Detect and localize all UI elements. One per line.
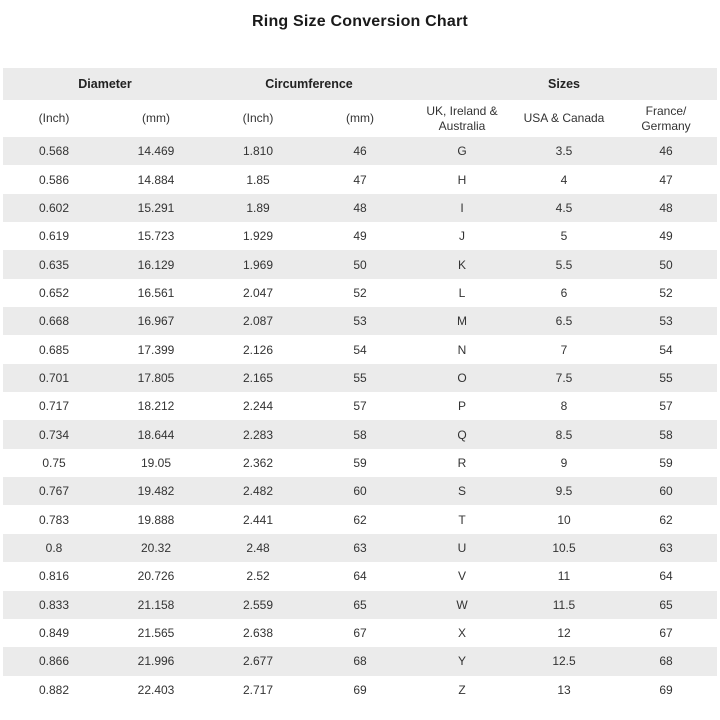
table-cell: 64 [659,569,673,584]
table-cell: 67 [353,626,367,641]
table-cell: 1.89 [246,200,270,215]
table-cell: 21.996 [137,654,175,669]
table-cell: 0.866 [38,654,70,669]
table-cell: 19.888 [137,512,175,527]
table-cell: 2.441 [242,512,274,527]
table-cell: 0.783 [38,512,70,527]
table-cell: 64 [353,569,367,584]
table-cell: 60 [353,484,367,499]
table-cell: 2.717 [242,682,274,697]
table-cell: 10 [557,512,571,527]
table-cell: 0.685 [38,342,70,357]
table-cell: 46 [353,144,367,159]
table-cell: 67 [659,626,673,641]
column-header-diameter-mm: (mm) [105,100,207,137]
table-cell: 0.619 [38,229,70,244]
table-cell: 54 [659,342,673,357]
table-cell: 5 [560,229,568,244]
table-cell: W [456,597,468,612]
table-row [3,619,717,647]
table-cell: 11 [557,569,571,584]
table-cell: Z [458,682,466,697]
column-header-circumference-inch: (Inch) [207,100,309,137]
table-row [3,250,717,278]
column-header-diameter-inch: (Inch) [3,100,105,137]
table-cell: 2.244 [242,399,274,414]
table-cell: U [457,540,467,555]
table-cell: 2.48 [246,540,270,555]
table-cell: 0.734 [38,427,70,442]
table-cell: 18.212 [137,399,175,414]
group-header-circumference: Circumference [207,68,411,100]
table-cell: 13 [557,682,571,697]
table-cell: 65 [353,597,367,612]
column-header-circumference-mm: (mm) [309,100,411,137]
table-cell: 49 [353,229,367,244]
table-cell: 0.586 [38,172,70,187]
table-row [3,137,717,165]
table-cell: 48 [353,200,367,215]
table-cell: 69 [353,682,367,697]
table-cell: 1.810 [242,144,274,159]
table-cell: 0.701 [38,370,70,385]
table-cell: 15.291 [137,200,175,215]
table-cell: 63 [353,540,367,555]
table-cell: 8.5 [555,427,573,442]
table-row [3,647,717,675]
table-cell: 4 [560,172,568,187]
table-cell: 0.849 [38,626,70,641]
table-row [3,449,717,477]
table-row [3,307,717,335]
table-cell: 59 [659,455,673,470]
table-cell: 2.482 [242,484,274,499]
table-cell: 7.5 [555,370,573,385]
table-cell: 0.75 [42,455,66,470]
table-cell: 12.5 [552,654,576,669]
table-cell: S [457,484,466,499]
table-row [3,477,717,505]
table-row [3,194,717,222]
table-cell: 20.32 [140,540,172,555]
table-cell: 58 [353,427,367,442]
table-cell: 57 [659,399,673,414]
table-cell: M [457,314,467,329]
table-cell: 46 [659,144,673,159]
table-cell: 58 [659,427,673,442]
ring-size-table [3,68,717,704]
table-cell: 55 [659,370,673,385]
table-cell: R [457,455,467,470]
table-cell: 69 [659,682,673,697]
table-cell: 1.85 [246,172,270,187]
table-cell: 52 [659,285,673,300]
table-cell: 21.158 [137,597,175,612]
table-row [3,392,717,420]
table-cell: J [459,229,465,244]
table-cell: V [457,569,466,584]
table-row [3,534,717,562]
table-cell: 2.165 [242,370,274,385]
table-row [3,165,717,193]
table-cell: 2.047 [242,285,274,300]
table-row [3,562,717,590]
table-cell: P [457,399,466,414]
table-cell: 68 [353,654,367,669]
table-cell: 55 [353,370,367,385]
table-cell: 17.399 [137,342,175,357]
table-cell: 54 [353,342,367,357]
table-cell: 21.565 [137,626,175,641]
table-cell: X [457,626,466,641]
table-cell: 0.8 [45,540,63,555]
table-row [3,222,717,250]
table-cell: 10.5 [552,540,576,555]
table-cell: Q [457,427,467,442]
table-cell: T [458,512,466,527]
table-cell: 2.52 [246,569,270,584]
table-cell: 53 [659,314,673,329]
table-cell: 63 [659,540,673,555]
table-cell: 0.568 [38,144,70,159]
table-cell: 0.602 [38,200,70,215]
table-cell: 18.644 [137,427,175,442]
sub-header-row [3,100,717,137]
table-cell: 48 [659,200,673,215]
table-row [3,591,717,619]
table-cell: 50 [353,257,367,272]
table-cell: 47 [353,172,367,187]
table-row [3,279,717,307]
table-cell: 6 [560,285,568,300]
table-cell: 50 [659,257,673,272]
table-cell: 65 [659,597,673,612]
table-cell: 11.5 [552,597,576,612]
table-cell: 9.5 [555,484,573,499]
table-cell: 1.929 [242,229,274,244]
table-cell: 59 [353,455,367,470]
table-cell: 17.805 [137,370,175,385]
table-cell: N [457,342,467,357]
table-cell: 2.087 [242,314,274,329]
table-cell: 2.283 [242,427,274,442]
table-cell: 0.635 [38,257,70,272]
table-cell: 47 [659,172,673,187]
table-row [3,420,717,448]
table-cell: O [457,370,467,385]
table-cell: 6.5 [555,314,573,329]
table-cell: 0.882 [38,682,70,697]
table-cell: 0.668 [38,314,70,329]
table-cell: 14.884 [137,172,175,187]
table-cell: 15.723 [137,229,175,244]
table-cell: 52 [353,285,367,300]
table-cell: 60 [659,484,673,499]
table-cell: G [457,144,467,159]
column-header-uk-ireland-australia: UK, Ireland & Australia [411,100,513,137]
table-cell: 22.403 [137,682,175,697]
table-cell: 0.767 [38,484,70,499]
table-cell: K [457,257,466,272]
table-cell: H [457,172,467,187]
table-cell: 2.677 [242,654,274,669]
table-cell: 2.638 [242,626,274,641]
table-row [3,335,717,363]
group-header-sizes: Sizes [411,68,717,100]
table-cell: L [458,285,466,300]
table-cell: 16.967 [137,314,175,329]
table-row [3,505,717,533]
table-cell: 16.129 [137,257,175,272]
table-cell: 20.726 [137,569,175,584]
group-header-row [3,68,717,100]
column-header-usa-canada: USA & Canada [513,100,615,137]
table-cell: 53 [353,314,367,329]
table-row [3,364,717,392]
table-cell: 19.482 [137,484,175,499]
table-cell: 62 [353,512,367,527]
table-cell: I [460,200,464,215]
table-cell: Y [457,654,466,669]
table-cell: 14.469 [137,144,175,159]
table-cell: 9 [560,455,568,470]
table-cell: 2.126 [242,342,274,357]
table-cell: 8 [560,399,568,414]
page-title: Ring Size Conversion Chart [252,13,468,30]
table-cell: 0.816 [38,569,70,584]
table-cell: 16.561 [137,285,175,300]
table-cell: 62 [659,512,673,527]
column-header-france-germany: France/ Germany [615,100,717,137]
table-cell: 3.5 [555,144,573,159]
table-cell: 0.652 [38,285,70,300]
table-cell: 7 [560,342,568,357]
table-header [3,68,717,137]
group-header-diameter: Diameter [3,68,207,100]
table-cell: 2.362 [242,455,274,470]
table-row [3,676,717,704]
table-cell: 4.5 [555,200,573,215]
table-cell: 2.559 [242,597,274,612]
table-cell: 19.05 [140,455,172,470]
table-cell: 5.5 [555,257,573,272]
table-cell: 57 [353,399,367,414]
table-cell: 1.969 [242,257,274,272]
table-cell: 12 [557,626,571,641]
table-cell: 0.717 [38,399,70,414]
table-cell: 0.833 [38,597,70,612]
table-cell: 68 [659,654,673,669]
table-body [3,137,717,704]
table-cell: 49 [659,229,673,244]
